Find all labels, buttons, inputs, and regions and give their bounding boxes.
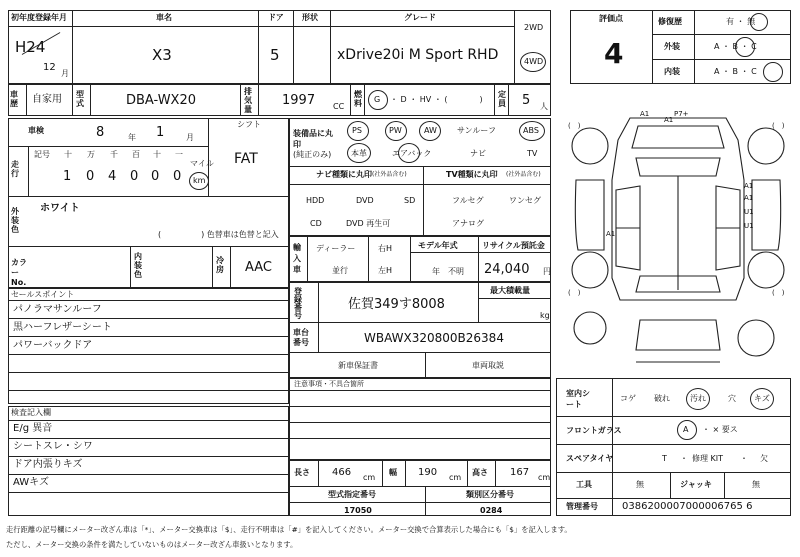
nav-sub: (社外品含む) <box>372 171 407 178</box>
inspector-note-0: E/g 異音 <box>13 423 53 434</box>
bracket-label-0: ( ) <box>568 122 581 130</box>
repair-label: 修復歴 <box>658 17 682 26</box>
inspector-label: 検査記入欄 <box>11 408 51 417</box>
interior-color-label: 内装色 <box>134 252 142 279</box>
bracket-label-2: ( ) <box>568 289 581 297</box>
nav-hdd: HDD <box>306 196 325 205</box>
import-parallel: 並行 <box>332 266 348 275</box>
windshield-a: A <box>683 425 689 434</box>
model-year-label: モデル年式 <box>418 241 458 250</box>
nav-cd: CD <box>310 219 322 228</box>
wheel-rear-right <box>748 252 784 288</box>
spare-label: スペアタイヤ <box>566 454 614 463</box>
capacity-label: 定員 <box>498 90 506 108</box>
model: DBA-WX20 <box>126 93 197 108</box>
mile-label: マイル <box>190 159 214 168</box>
fuel-g: G <box>374 95 381 104</box>
tool-value: 無 <box>636 480 644 489</box>
car-name: X3 <box>152 46 172 64</box>
wheel-rear-left <box>572 252 608 288</box>
mgmt-label: 管理番号 <box>566 502 598 511</box>
car-side-left <box>575 180 604 250</box>
plate: 佐賀349す8008 <box>348 297 445 312</box>
repair-options: 有 ・ 無 <box>726 17 756 26</box>
height-label: 高さ <box>472 468 488 477</box>
door-count: 5 <box>270 46 280 64</box>
damage-mark-0: A1 <box>640 110 650 118</box>
score-value: 4 <box>604 37 624 70</box>
color-code-label: カラーNo. <box>11 258 27 287</box>
mileage-digit-0: 1 <box>63 169 72 184</box>
tool-label: 工具 <box>576 480 592 489</box>
exterior-options: A ・ B ・ C <box>714 42 757 51</box>
cc-unit: CC <box>333 102 345 111</box>
wheel-front-right <box>748 128 784 164</box>
width-label: 幅 <box>389 468 397 477</box>
length-unit: cm <box>363 473 376 482</box>
damage-mark-7: A1 <box>606 230 616 238</box>
notes-label: 注意事項・不具合箇所 <box>294 380 364 388</box>
shape-label: 形状 <box>302 13 318 22</box>
car-side-right <box>752 180 781 250</box>
recycle-unit: 円 <box>543 267 551 276</box>
mileage-unit-1: 万 <box>87 150 95 159</box>
sales-points-label: セールスポイント <box>11 290 75 299</box>
recycle-value: 24,040 <box>484 262 530 277</box>
inspection-year: 8 <box>96 125 105 140</box>
model-label: 型式 <box>76 90 84 108</box>
color-label: 外装色 <box>11 207 19 234</box>
import-left-h: 左H <box>378 266 393 275</box>
ac-value: AAC <box>245 260 272 275</box>
tv-sub: (社外品含む) <box>506 171 541 178</box>
spare-opt-kit: 修理 KIT <box>692 454 724 463</box>
nav-header: ナビ種類に丸印 <box>316 170 372 179</box>
repaint-note: ( ) 色替車は色替と記入 <box>158 230 279 239</box>
repair-selected-circle <box>750 13 768 31</box>
import-right-h: 右H <box>378 244 393 253</box>
tv-oneseg: ワンセグ <box>509 196 541 205</box>
interior-label: 内装 <box>664 67 680 76</box>
drive-4wd: 4WD <box>524 57 544 66</box>
color-value: ホワイト <box>40 203 80 214</box>
spare-opt-sep1: ・ <box>680 454 688 463</box>
car-rear-view <box>636 320 720 350</box>
equip-tv: TV <box>527 149 538 158</box>
equipment-sub: (純正のみ) <box>293 150 332 159</box>
recycle-label: リサイクル預託金 <box>482 241 545 250</box>
mileage-unit-5: 一 <box>175 150 183 159</box>
mileage-digit-1: 0 <box>86 169 95 184</box>
mileage-label: 走行 <box>11 160 19 178</box>
equip-aw: AW <box>424 126 437 135</box>
import-label: 輸入車 <box>293 243 301 274</box>
car-damage-diagram <box>560 100 796 372</box>
width-unit: cm <box>449 473 462 482</box>
score-label: 評価点 <box>599 14 623 23</box>
spare-opt-t: T <box>662 454 667 463</box>
footer-line-1: 走行距離の記号欄にメーター改ざん車は「*」、メーター交換車は「$」、走行不明車は「#」を記入してください。メーター交換で合算表示した場合にも「$」を記入します。 <box>6 525 572 534</box>
interior-selected-circle <box>763 62 783 82</box>
seat-opt-scratch: キズ <box>754 394 770 403</box>
mileage-digit-2: 4 <box>108 169 117 184</box>
mileage-digit-4: 0 <box>151 169 160 184</box>
wheel-extra-left <box>574 312 606 344</box>
equip-abs: ABS <box>523 126 539 135</box>
import-dealer: ディーラー <box>316 244 356 253</box>
nav-dvd: DVD <box>356 196 374 205</box>
max-load-label: 最大積載量 <box>490 286 530 295</box>
inspection-month-unit: 月 <box>186 133 194 142</box>
tv-fullseg: フルセグ <box>452 196 484 205</box>
inspector-note-3: AWキズ <box>13 477 49 488</box>
first-reg-month: 12 <box>43 62 56 73</box>
equip-navi: ナビ <box>470 149 486 158</box>
inspector-note-2: ドア内張りキズ <box>13 459 83 470</box>
usage: 自家用 <box>32 94 62 105</box>
seat-opt-hole: 穴 <box>728 394 736 403</box>
fuel-options: ・ D ・ HV ・ ( ) <box>390 95 483 104</box>
type-no-label: 型式指定番号 <box>328 490 376 499</box>
bracket-label-3: ( ) <box>772 289 785 297</box>
equip-leather: 本革 <box>351 149 367 158</box>
max-load-unit: kg <box>540 311 550 320</box>
fuel-label: 燃料 <box>354 90 362 108</box>
bracket-label-1: ( ) <box>772 122 785 130</box>
capacity: 5 <box>522 93 531 108</box>
grade: xDrive20i M Sport RHD <box>337 47 499 63</box>
grade-label: グレード <box>404 13 436 22</box>
damage-mark-6: U1 <box>744 222 754 230</box>
mileage-unit-4: 十 <box>153 150 161 159</box>
seat-opt-tear: 破れ <box>654 394 670 403</box>
inspection-year-unit: 年 <box>128 133 136 142</box>
damage-mark-4: A1 <box>744 194 754 202</box>
drive-2wd: 2WD <box>524 23 544 32</box>
equip-pw: PW <box>389 126 402 135</box>
damage-mark-5: U1 <box>744 208 754 216</box>
nav-sd: SD <box>404 196 416 205</box>
mileage-digit-3: 0 <box>130 169 139 184</box>
car-name-label: 車名 <box>156 13 172 22</box>
chassis-label: 車台番号 <box>293 328 309 347</box>
damage-mark-2: P7+ <box>674 110 689 118</box>
km-label: km <box>193 176 206 185</box>
height-value: 167 <box>510 467 530 478</box>
type-no: 17050 <box>344 506 372 515</box>
manual-label: 車両取説 <box>472 361 504 370</box>
seat-opt-burn: コゲ <box>620 394 636 403</box>
shift-label: シフト <box>237 120 261 129</box>
first-reg-month-unit: 月 <box>61 69 69 78</box>
inspection-label: 車検 <box>28 126 44 135</box>
seat-opt-dirt: 汚れ <box>690 394 706 403</box>
mileage-symbol-label: 記号 <box>34 150 50 159</box>
mgmt-value: 0386200007000006765 6 <box>622 501 753 512</box>
spare-opt-missing: 欠 <box>760 454 768 463</box>
chassis: WBAWX320800B26384 <box>364 331 504 345</box>
spare-opt-sep2: ・ <box>740 454 748 463</box>
tv-header: TV種類に丸印 <box>446 170 498 179</box>
category-no: 0284 <box>480 506 503 515</box>
equip-ps: PS <box>352 126 362 135</box>
ac-label: 冷房 <box>216 256 224 274</box>
wheel-spare-bottom <box>738 320 774 356</box>
warranty-label: 新車保証書 <box>338 361 378 370</box>
car-windshield <box>636 158 720 176</box>
damage-mark-1: A1 <box>664 116 674 124</box>
shift-value: FAT <box>234 151 258 167</box>
first-reg-year: H24 <box>15 38 46 56</box>
displacement: 1997 <box>282 93 316 108</box>
damage-mark-3: A1 <box>744 182 754 190</box>
mileage-unit-3: 百 <box>132 150 140 159</box>
first-reg-label: 初年度登録年月 <box>11 13 67 22</box>
exterior-label: 外装 <box>664 42 680 51</box>
plate-label: 登録番号 <box>294 287 302 320</box>
model-year-value: 年 不明 <box>432 267 464 276</box>
seat-label: 室内シート <box>566 389 590 409</box>
jack-value: 無 <box>752 480 760 489</box>
mileage-digit-5: 0 <box>173 169 182 184</box>
windshield-label: フロントガラス <box>566 426 622 435</box>
equip-airbag: エアバック <box>392 149 432 158</box>
nav-dvd-play: DVD 再生可 <box>346 219 391 228</box>
capacity-unit: 人 <box>540 102 548 111</box>
equip-sunroof: サンルーフ <box>457 126 496 135</box>
tv-analog: アナログ <box>452 219 484 228</box>
equipment-label: 装備品に丸印 <box>293 129 333 149</box>
interior-options: A ・ B ・ C <box>714 67 757 76</box>
sales-point-2: パワーバックドア <box>13 340 93 351</box>
sales-point-0: パノラマサンルーフ <box>13 304 102 315</box>
height-unit: cm <box>538 473 551 482</box>
wheel-front-left <box>572 128 608 164</box>
mileage-unit-0: 十 <box>64 150 72 159</box>
jack-label: ジャッキ <box>680 480 712 489</box>
displacement-label: 排気量 <box>244 87 252 114</box>
sales-point-1: 黒ハーフレザーシート <box>13 322 112 333</box>
width-value: 190 <box>418 467 438 478</box>
inspection-month: 1 <box>156 125 165 140</box>
category-no-label: 類別区分番号 <box>466 490 514 499</box>
door-label: ドア <box>268 13 284 22</box>
length-value: 466 <box>332 467 352 478</box>
inspector-note-1: シートスレ・シワ <box>13 441 93 452</box>
mileage-unit-2: 千 <box>110 150 118 159</box>
windshield-rest: ・ × 要ス <box>702 425 738 434</box>
car-hood <box>632 126 724 148</box>
length-label: 長さ <box>294 468 310 477</box>
exterior-selected-circle <box>735 37 755 57</box>
usage-label: 車歴 <box>10 90 18 108</box>
footer-line-2: ただし、メーター交換の条件を満たしていないものはメーター改ざん車扱いとなります。 <box>6 540 298 549</box>
